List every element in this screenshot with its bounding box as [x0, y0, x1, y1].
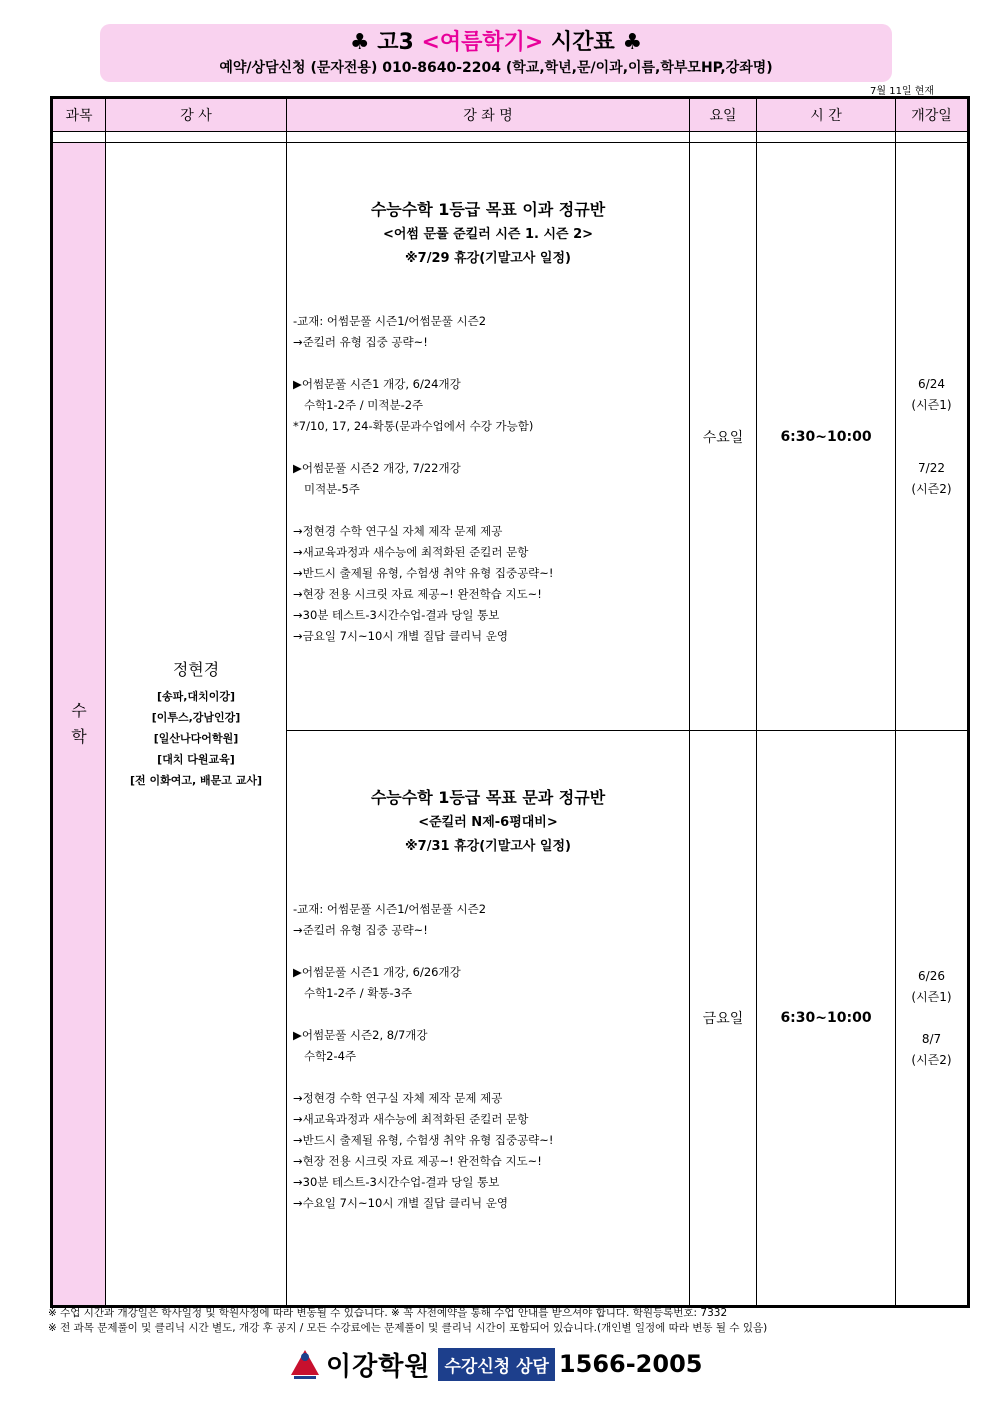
course-holiday: ※7/31 휴강(기말고사 일정) [405, 839, 571, 854]
detail-line: ▶어썸문풀 시즌2, 8/7개강 [293, 1028, 428, 1042]
detail-line: 6/24 [918, 376, 945, 391]
detail-line: 수학2-4주 [293, 1049, 357, 1063]
detail-line: →반드시 출제될 유형, 수험생 취약 유형 집중공략~! [293, 1133, 554, 1147]
header-subject: 과목 [52, 98, 106, 132]
notes [48, 1306, 767, 1336]
header-open-date: 개강일 [896, 98, 969, 132]
detail-line: ▶어썸문풀 시즌1 개강, 6/24개강 [293, 377, 461, 391]
phone-number: 1566-2005 [558, 1350, 703, 1378]
detail-line: →30분 테스트-3시간수업-결과 당일 통보 [293, 1175, 500, 1189]
time-cell: 6:30~10:00 [757, 143, 896, 731]
detail-line: (시즌1) [911, 989, 952, 1004]
detail-line: -교재: 어썸문풀 시즌1/어썸문풀 시즌2 [293, 902, 487, 916]
detail-line: 수학1-2주 / 확통-3주 [293, 986, 413, 1000]
detail-line [293, 941, 683, 962]
footer [288, 1344, 702, 1384]
course-cell [287, 143, 690, 731]
detail-line: (시즌2) [911, 1052, 952, 1067]
detail-line [293, 1067, 683, 1088]
teacher-career: [이투스,강남인강] [151, 711, 241, 724]
detail-line: →금요일 7시~10시 개별 질답 클리닉 운영 [293, 629, 509, 643]
detail-line: -교재: 어썸문풀 시즌1/어썸문풀 시즌2 [293, 314, 487, 328]
detail-line: ▶어썸문풀 시즌2 개강, 7/22개강 [293, 461, 461, 475]
subject-char: 수 [71, 701, 87, 720]
contact-line: 예약/상담신청 (문자전용) 010-8640-2204 (학교,학년,문/이과,이름,학부모HP,강좌명) [219, 60, 773, 76]
detail-line: (시즌1) [911, 397, 952, 412]
academy-logo-icon [288, 1347, 322, 1381]
detail-line: 미적분-5주 [293, 482, 360, 496]
detail-line: →준킬러 유형 집중 공략~! [293, 923, 428, 937]
spacer-row [52, 132, 969, 143]
table-row [52, 143, 969, 731]
header-day: 요일 [690, 98, 757, 132]
detail-line: →새교육과정과 새수능에 최적화된 준킬러 문항 [293, 545, 529, 559]
header-time: 시 간 [757, 98, 896, 132]
detail-line: 8/7 [921, 1031, 942, 1046]
detail-line: →수요일 7시~10시 개별 질답 클리닉 운영 [293, 1196, 509, 1210]
detail-line [896, 1008, 967, 1029]
detail-line: 6/26 [918, 968, 945, 983]
course-details [293, 899, 683, 1214]
timetable [50, 96, 970, 1308]
detail-line: →준킬러 유형 집중 공략~! [293, 335, 428, 349]
header-row [52, 98, 969, 132]
time-cell: 6:30~10:00 [757, 731, 896, 1307]
course-details [293, 311, 683, 647]
teacher-career: [송파,대치이강] [157, 690, 235, 703]
detail-line: ▶어썸문풀 시즌1 개강, 6/26개강 [293, 965, 461, 979]
course-subtitle: <어썸 문풀 준킬러 시즌 1. 시즌 2> [382, 227, 594, 242]
title-suffix: 시간표 [551, 30, 615, 55]
detail-line: →현장 전용 시크릿 자료 제공~! 완전학습 지도~! [293, 587, 542, 601]
title-grade: 고3 [377, 30, 414, 55]
course-cell [287, 731, 690, 1307]
course-title: 수능수학 1등급 목표 이과 정규반 [370, 200, 606, 219]
detail-line: →정현경 수학 연구실 자체 제작 문제 제공 [293, 524, 503, 538]
note-line: ※ 전 과목 문제풀이 및 클리닉 시간 별도, 개강 후 공지 / 모든 수강료에는 문제풀이 및 클리닉 시간이 포함되어 있습니다.(개인별 일정에 따라 변동 될 수 있음) [48, 1322, 768, 1334]
title-banner [100, 24, 892, 82]
detail-line [293, 437, 683, 458]
detail-line [293, 353, 683, 374]
teacher-name: 정현경 [172, 660, 220, 679]
detail-line: →반드시 출제될 유형, 수험생 취약 유형 집중공략~! [293, 566, 554, 580]
signup-badge: 수강신청 상담 [438, 1348, 554, 1381]
course-holiday: ※7/29 휴강(기말고사 일정) [405, 251, 571, 266]
teacher-career: [전 이화여고, 배문고 교사] [130, 774, 262, 787]
as-of-date: 7월 11일 현재 [870, 86, 935, 97]
subject-char: 학 [71, 727, 87, 746]
teacher-career: [대치 다원교육] [157, 753, 235, 766]
course-title: 수능수학 1등급 목표 문과 정규반 [370, 788, 606, 807]
page-title [100, 28, 892, 58]
open-date-cell [896, 731, 969, 1307]
subject-cell [52, 143, 106, 1307]
day-cell: 수요일 [690, 143, 757, 731]
detail-line: *7/10, 17, 24-확통(문과수업에서 수강 가능함) [293, 419, 534, 433]
title-term: <여름학기> [421, 30, 544, 55]
detail-line [896, 416, 967, 437]
detail-line: →현장 전용 시크릿 자료 제공~! 완전학습 지도~! [293, 1154, 542, 1168]
detail-line [896, 437, 967, 458]
detail-line: 수학1-2주 / 미적분-2주 [293, 398, 424, 412]
detail-line [293, 500, 683, 521]
club-icon: ♣ [349, 30, 370, 55]
detail-line: →새교육과정과 새수능에 최적화된 준킬러 문항 [293, 1112, 529, 1126]
detail-line: →정현경 수학 연구실 자체 제작 문제 제공 [293, 1091, 503, 1105]
academy-name: 이강학원 [326, 1351, 431, 1382]
teacher-career: [일산나다어학원] [153, 732, 239, 745]
detail-line: 7/22 [918, 460, 945, 475]
teacher-cell [106, 143, 287, 1307]
note-line: ※ 수업 시간과 개강일은 학사일정 및 학원사정에 따라 변동될 수 있습니다. ※ 꼭 사전예약을 통해 수업 안내를 받으셔야 합니다. 학원등록번호: 7332 [48, 1307, 728, 1319]
header-course: 강 좌 명 [287, 98, 690, 132]
open-date-cell [896, 143, 969, 731]
detail-line: (시즌2) [911, 481, 952, 496]
club-icon: ♣ [622, 30, 643, 55]
course-subtitle: <준킬러 N제-6평대비> [418, 815, 558, 830]
detail-line [293, 1004, 683, 1025]
day-cell: 금요일 [690, 731, 757, 1307]
detail-line: →30분 테스트-3시간수업-결과 당일 통보 [293, 608, 500, 622]
header-teacher: 강 사 [106, 98, 287, 132]
